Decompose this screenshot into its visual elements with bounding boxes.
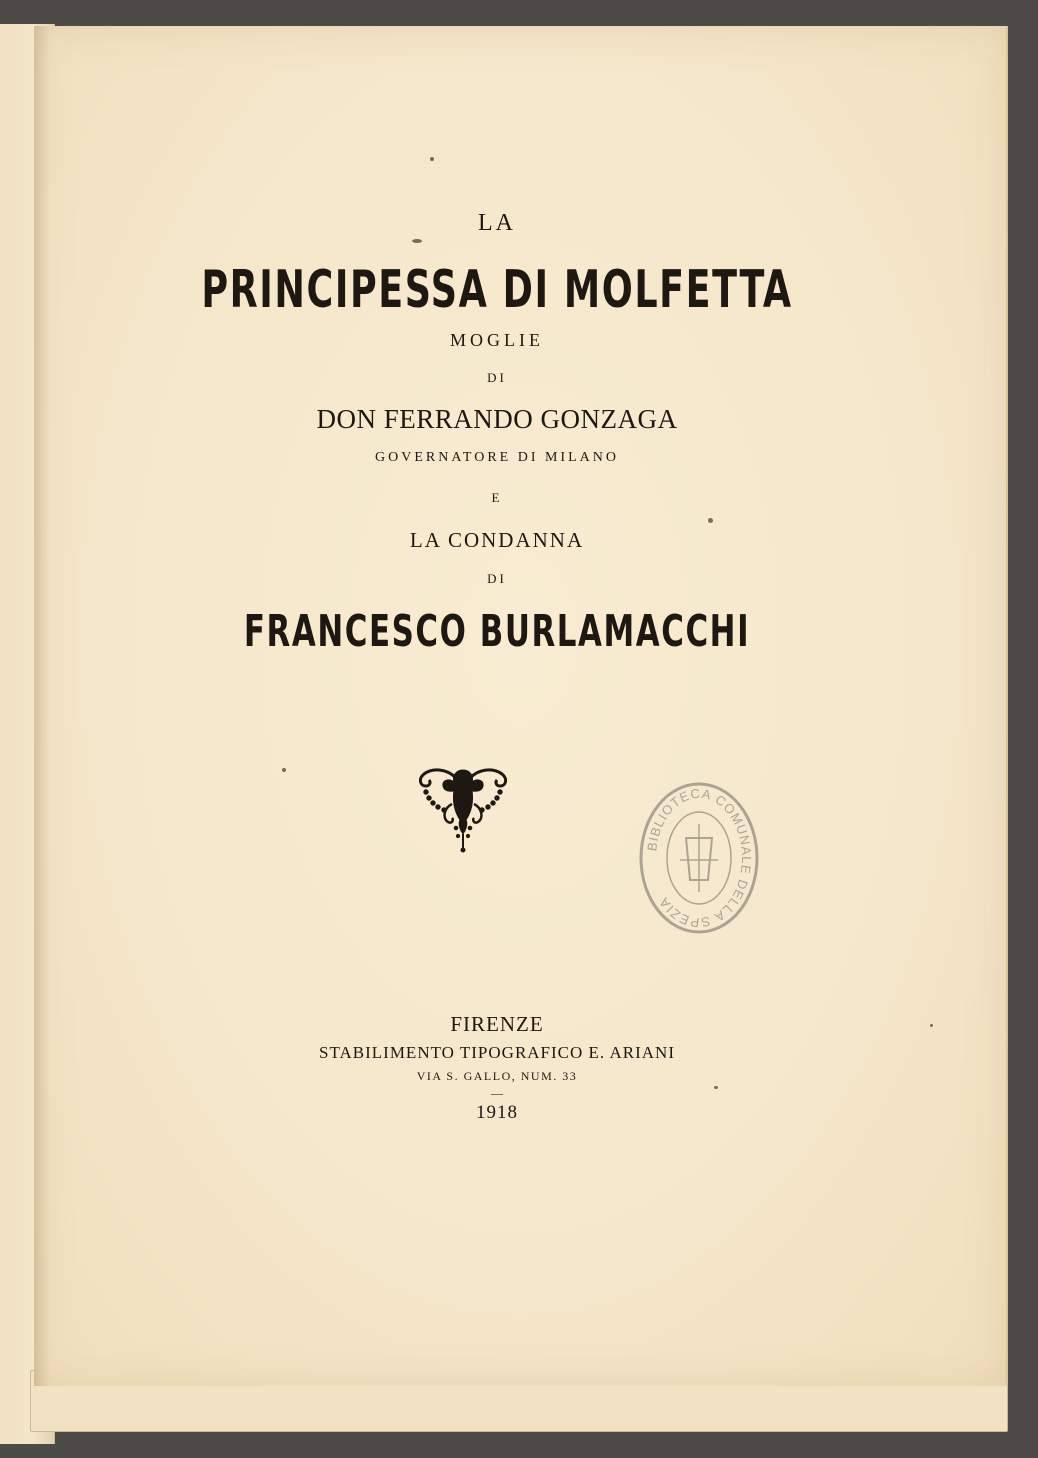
paper-speck — [714, 1086, 718, 1089]
main-title: PRINCIPESSA DI MOLFETTA — [201, 260, 793, 320]
la-condanna: LA CONDANNA — [409, 528, 585, 552]
subtitle-di-1: DI — [487, 370, 507, 385]
paper-speck — [282, 768, 286, 772]
imprint-year: 1918 — [476, 1102, 518, 1123]
library-oval-stamp-icon — [636, 780, 762, 936]
paper-speck — [708, 518, 713, 523]
conjunction-e: E — [491, 490, 503, 505]
imprint-city: FIRENZE — [450, 1012, 544, 1036]
governatore-di-milano: GOVERNATORE DI MILANO — [375, 450, 619, 465]
subtitle-moglie: MOGLIE — [450, 330, 544, 350]
paper-speck — [412, 239, 422, 243]
imprint-address: VIA S. GALLO, NUM. 33 — [416, 1069, 578, 1083]
gutter-shadow — [34, 26, 50, 1386]
imprint-dash: — — [491, 1086, 503, 1100]
title-la: LA — [478, 210, 516, 236]
francesco-burlamacchi: FRANCESCO BURLAMACCHI — [243, 606, 751, 657]
imprint-publisher: STABILIMENTO TIPOGRAFICO E. ARIANI — [319, 1043, 675, 1062]
stamp-text: BIBLIOTECA COMUNALE DELLA SPEZIA — [644, 785, 755, 931]
title-page — [34, 26, 1008, 1386]
paper-speck — [930, 1024, 933, 1027]
subtitle-di-2: DI — [487, 571, 507, 586]
floral-vignette-icon — [416, 764, 510, 854]
don-ferrando-gonzaga: DON FERRANDO GONZAGA — [316, 404, 678, 434]
paper-speck — [430, 157, 434, 161]
